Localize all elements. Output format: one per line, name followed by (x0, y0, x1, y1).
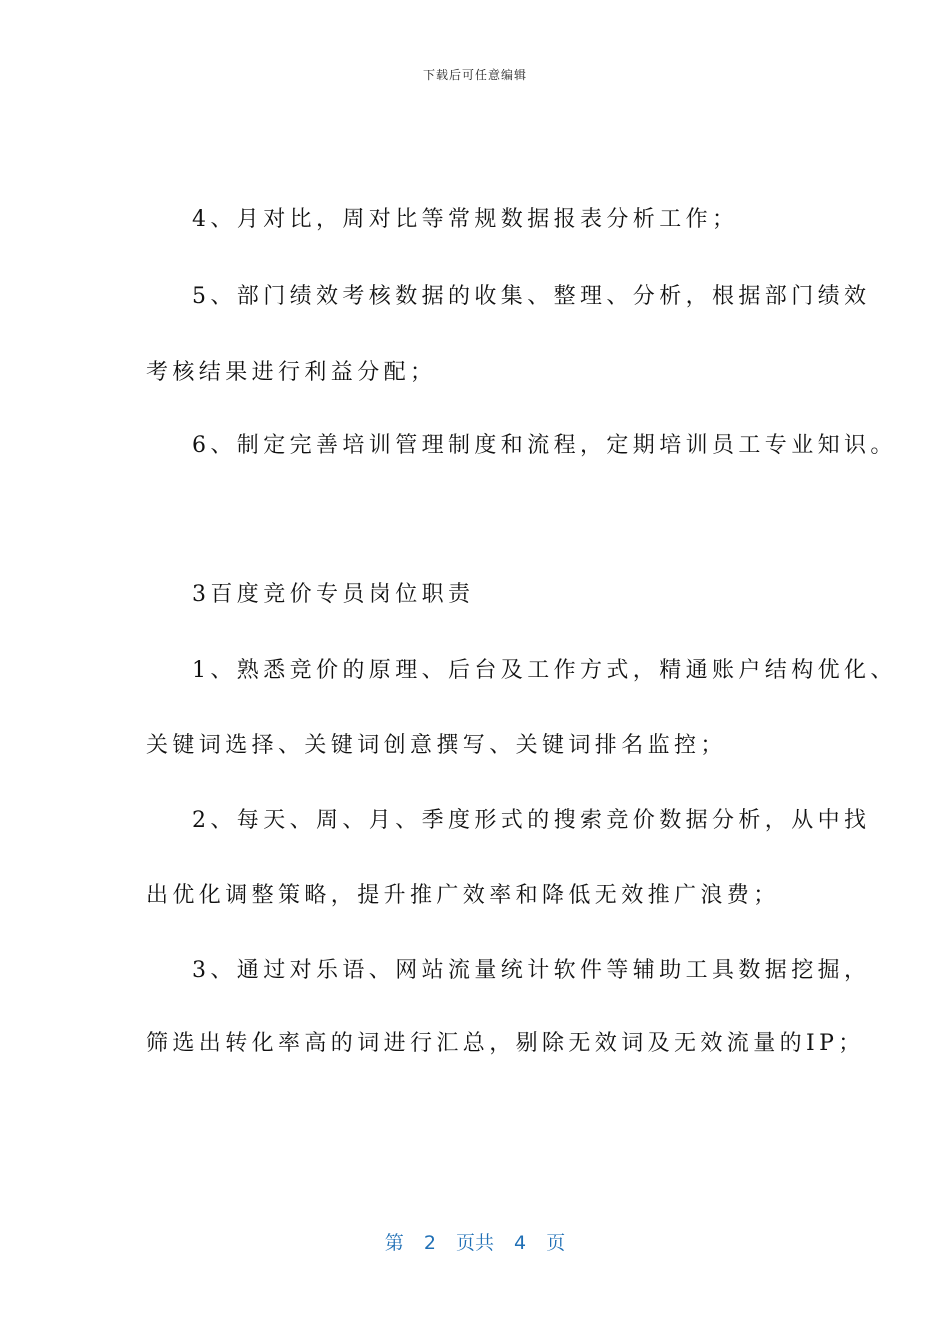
paragraph-line: 考核结果进行利益分配； (146, 360, 437, 385)
paragraph-line: 1、熟悉竞价的原理、后台及工作方式，精通账户结构优化、 (192, 658, 897, 683)
page-header: 下载后可任意编辑 (422, 68, 527, 82)
paragraph-line: 4、月对比，周对比等常规数据报表分析工作； (192, 207, 739, 232)
paragraph-line: 2、每天、周、月、季度形式的搜索竞价数据分析，从中找 (192, 808, 871, 833)
paragraph-line: 筛选出转化率高的词进行汇总，剔除无效词及无效流量的IP； (146, 1031, 865, 1056)
footer-page-word: 第 (384, 1232, 404, 1254)
paragraph-line: 5、部门绩效考核数据的收集、整理、分析，根据部门绩效 (192, 284, 871, 309)
paragraph-line: 6、制定完善培训管理制度和流程，定期培训员工专业知识。 (192, 433, 897, 458)
footer-page-suffix: 页 (546, 1232, 566, 1254)
footer-page-total-word: 页共 (455, 1232, 494, 1254)
page-footer (0, 1228, 950, 1255)
paragraph-line: 出优化调整策略，提升推广效率和降低无效推广浪费； (146, 883, 780, 908)
paragraph-line: 3、通过对乐语、网站流量统计软件等辅助工具数据挖掘， (192, 958, 871, 983)
section-heading: 3百度竞价专员岗位职责 (192, 582, 475, 607)
paragraph-line: 关键词选择、关键词创意撰写、关键词排名监控； (146, 733, 727, 758)
footer-total-pages: 4 (514, 1232, 527, 1254)
footer-current-page: 2 (423, 1232, 436, 1254)
